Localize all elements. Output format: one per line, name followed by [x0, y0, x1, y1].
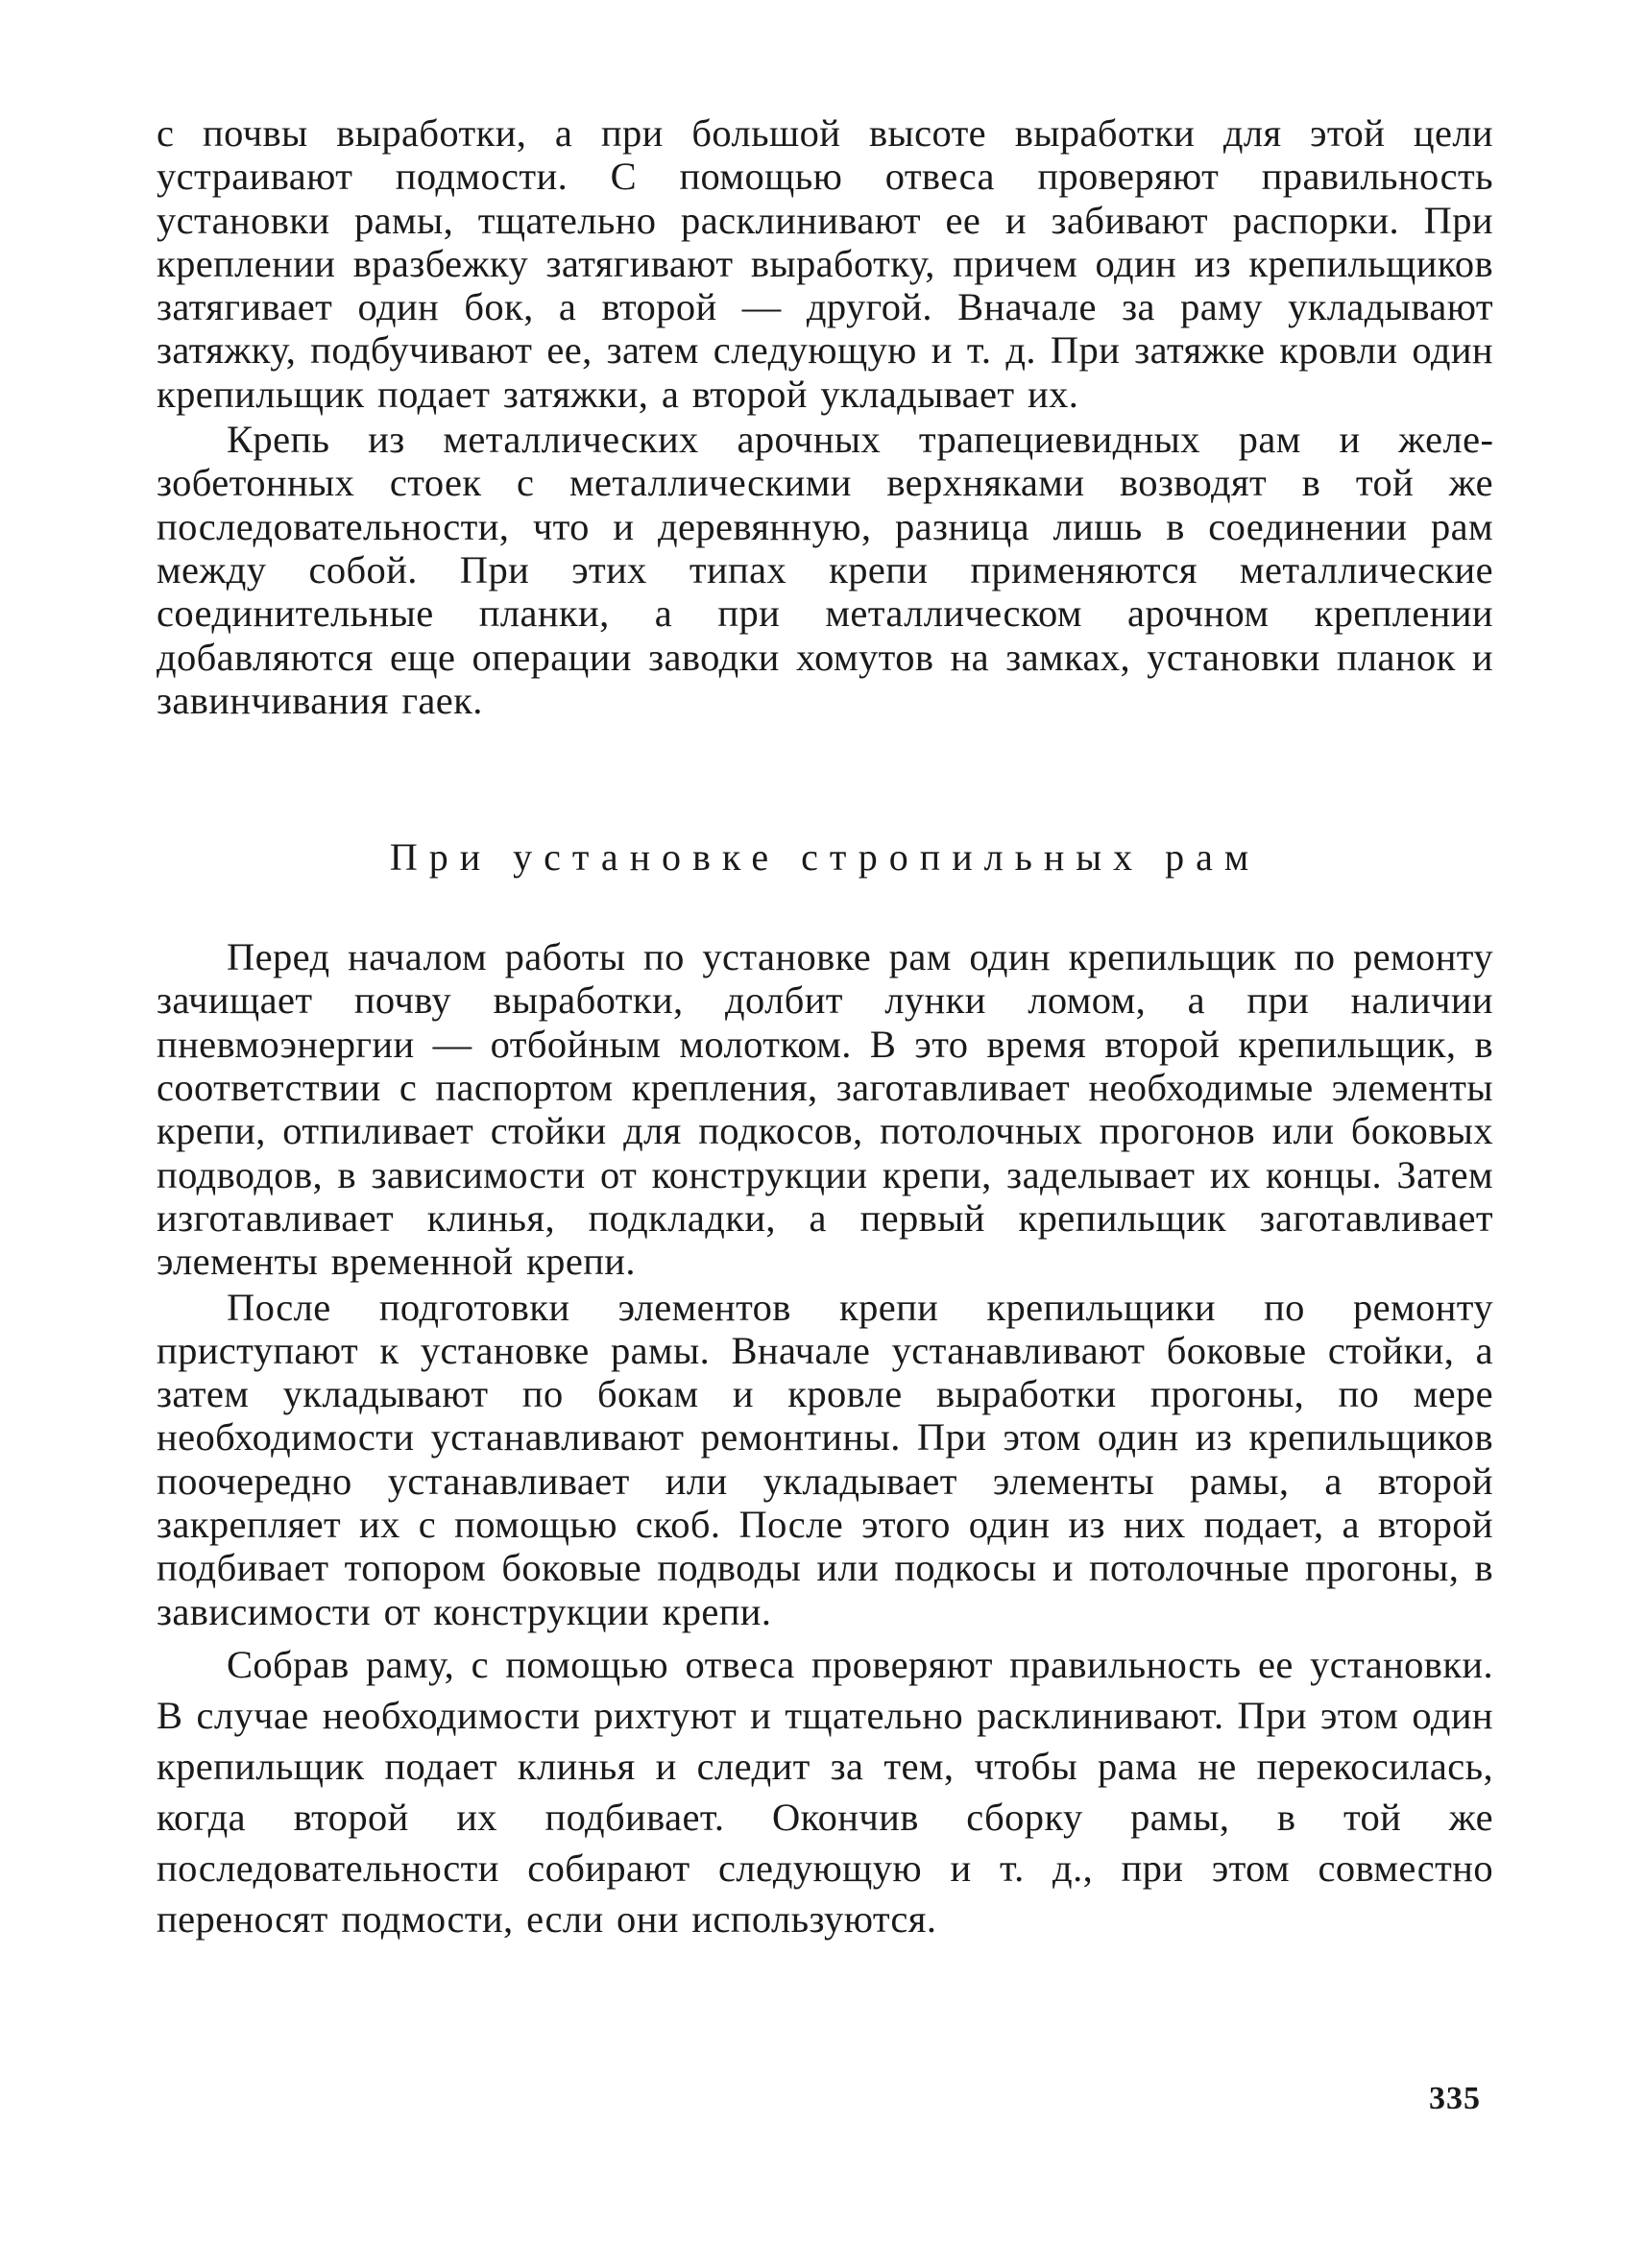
paragraph-installation: После подготовки элементов крепи крепильщики по ремонту приступают к установке рамы. Вначале устанавливают боковые стойки, а затем укладывают по бокам и кровле выработки прогоны, по мере необходимости устанавливают ремонтины. При этом один из крепильщиков поочередно устанавливает или укладывает элементы рамы, а второй закрепляет их с помощью скоб. После этого один из них подает, а второй подбивает топором боковые подводы или подкосы и потолочные прогоны, в зависимости от конструкции крепи.: [157, 1285, 1493, 1633]
section-heading: При установке стропильных рам: [389, 835, 1261, 880]
paragraph-metal-frames: Крепь из металлических арочных трапециевидных рам и железобетонных стоек с металлическими верхняками возводят в той же последовательности, что и деревянную, разница лишь в соединении рам между собой. При этих типах крепи применяются металлические соединительные планки, а при металлическом арочном креплении добавляются еще операции заводки хомутов на замках, установки планок и завинчивания гаек.: [157, 418, 1493, 722]
section-rafter-frames: [157, 935, 1493, 1944]
paragraph-assembly: Собрав раму, с помощью отвеса проверяют правильность ее установки. В случае необходимости рихтуют и тщательно расклинивают. При этом один крепильщик подает клинья и следит за тем, чтобы рама не перекосилась, когда второй их подбивает. Окончив сборку рамы, в той же последовательности собирают следующую и т. д., при этом совместно переносят подмости, если они используются.: [157, 1642, 1493, 1941]
page-body: [157, 111, 1493, 1944]
paragraph-continued: с почвы выработки, а при большой высоте выработки для этой цели устраивают подмости. С помощью отвеса проверяют правильность установки рамы, тщательно расклинивают ее и забивают распорки. При креплении вразбежку затягивают выработку, причем один из крепильщиков затягивает один бок, а второй — другой. Вначале за раму укладывают затяжку, подбучивают ее, затем следующую и т. д. При затяжке кровли один крепильщик подает затяжки, а второй укладывает их.: [157, 111, 1493, 416]
paragraph-preparation: Перед началом работы по установке рам один крепильщик по ремонту зачищает почву выработки, долбит лунки ломом, а при наличии пневмоэнергии — отбойным молотком. В это время второй крепильщик, в соответствии с паспортом крепления, заготавливает необходимые элементы крепи, отпиливает стойки для подкосов, потолочных прогонов или боковых подводов, в зависимости от конструкции крепи, заделывает их концы. Затем изготавливает клинья, подкладки, а первый крепильщик заготавливает элементы временной крепи.: [157, 935, 1493, 1284]
page-number: 335: [1429, 2081, 1481, 2116]
section-top: [157, 111, 1493, 722]
